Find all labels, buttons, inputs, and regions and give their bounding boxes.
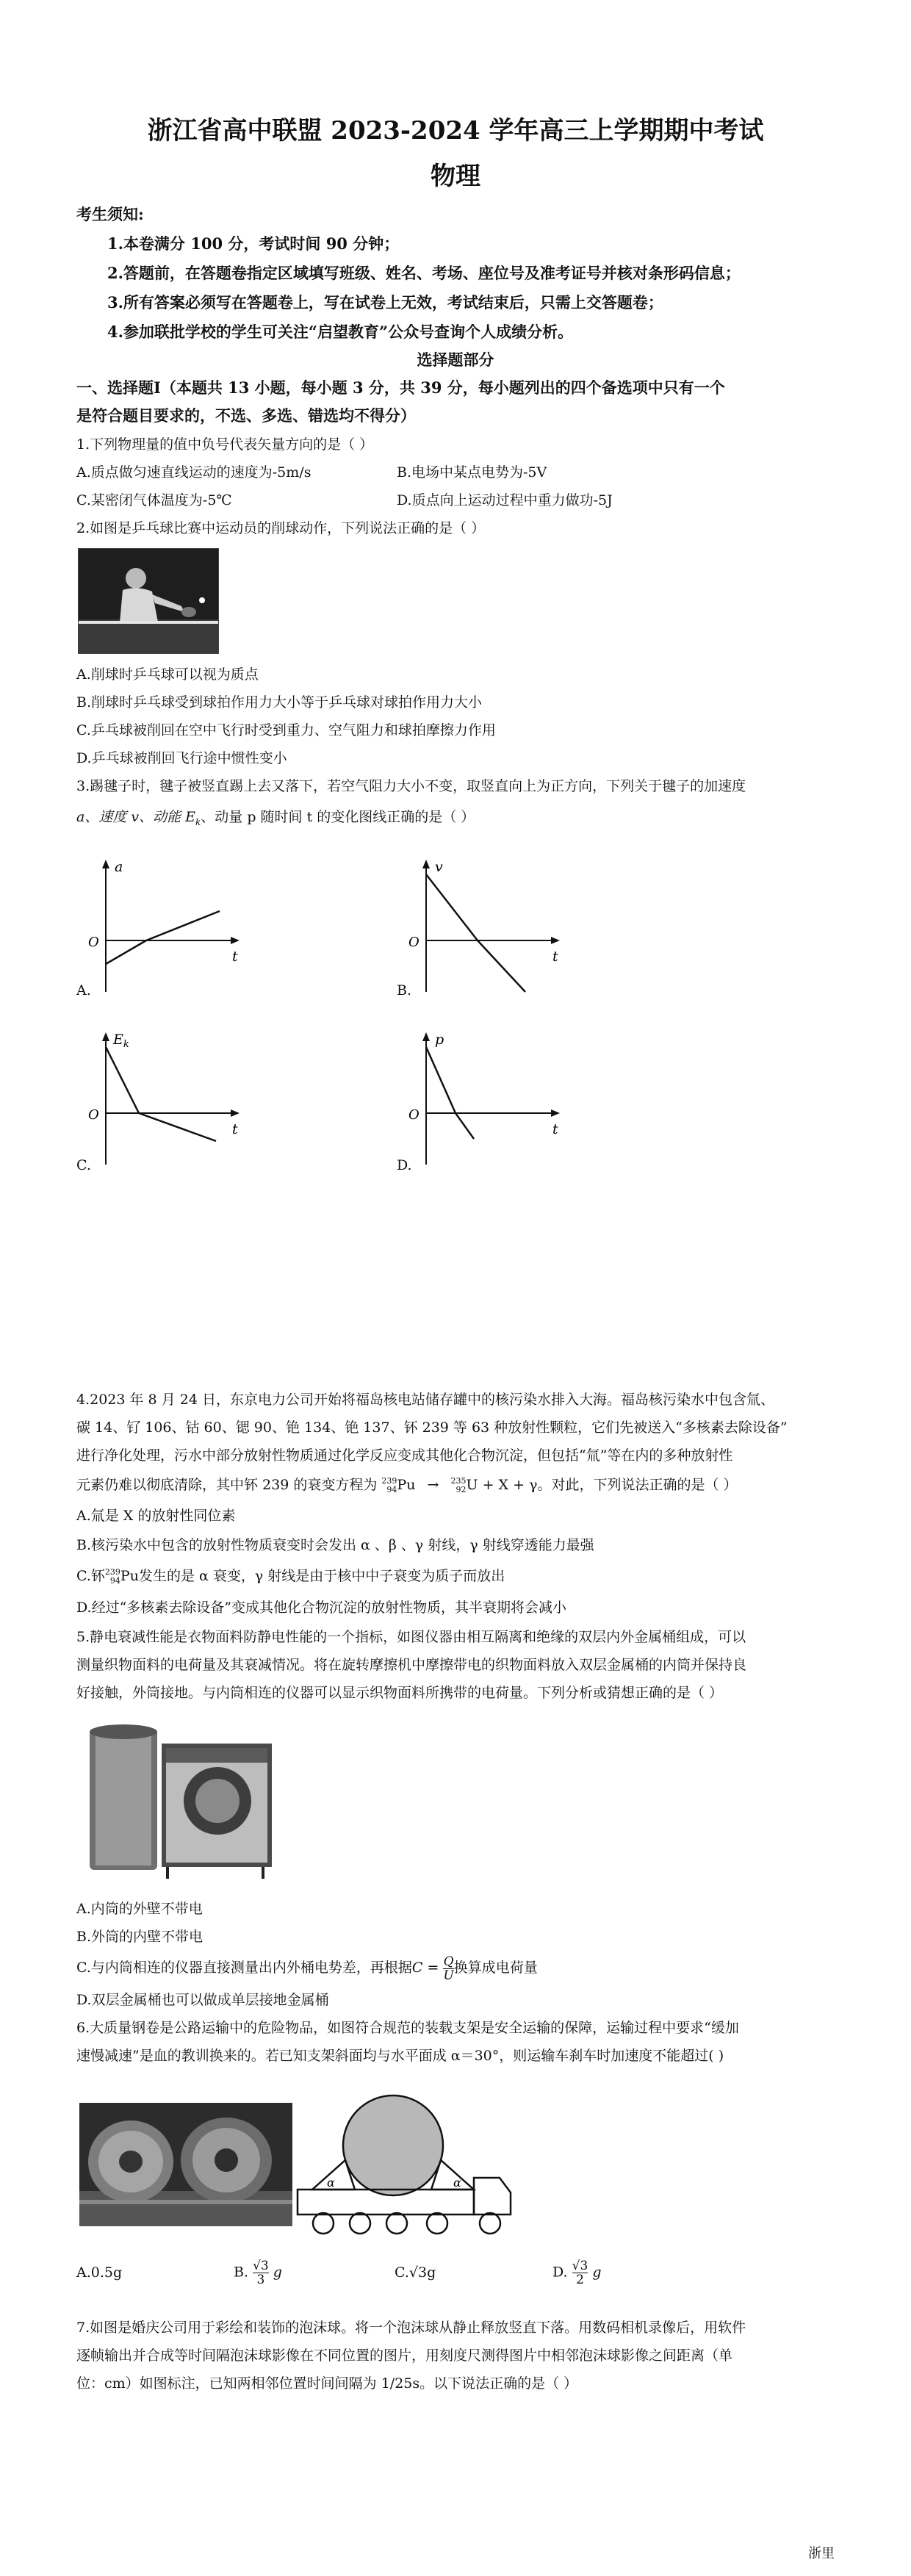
q2-option-c: C.乒乓球被削回在空中飞行时受到重力、空气阻力和球拍摩擦力作用 <box>76 722 496 738</box>
pu-symbol-c: Pu <box>120 1568 139 1584</box>
q4-option-a: A.氚是 X 的放射性同位素 <box>76 1508 236 1524</box>
q1-option-b: B.电场中某点电势为-5V <box>397 464 547 481</box>
notice-item-2: 2.答题前，在答题卷指定区域填写班级、姓名、考场、座位号及准考证号并核对条形码信息； <box>107 264 741 282</box>
pu-mass-c: 239 <box>104 1567 120 1577</box>
q6-option-d <box>552 2259 602 2287</box>
q5-option-a: A.内筒的外壁不带电 <box>76 1901 203 1917</box>
pu-mass: 239 <box>381 1476 397 1486</box>
q3-stem-part1: a、速度 v、动能 E <box>76 809 196 825</box>
q4-line4-end: 。对此，下列说法正确的是（ ） <box>537 1477 738 1493</box>
q3-graph-c <box>76 1025 253 1172</box>
q3-option-b: B. <box>397 982 412 999</box>
q7-line1: 7.如图是婚庆公司用于彩绘和装饰的泡沫球。将一个泡沫球从静止释放竖直下落。用数码相机录像后，用软件 <box>76 2320 746 2336</box>
q1-option-d: D.质点向上运动过程中重力做功-5J <box>397 492 613 508</box>
q4-option-c <box>76 1563 505 1589</box>
q6-line2: 速慢减速”是血的教训换来的。若已知支架斜面均与水平面成 α＝30°，则运输车刹车时加速度不能超过( ) <box>76 2048 724 2064</box>
q4-line3: 进行净化处理，污水中部分放射性物质通过化学反应变成其他化合物沉淀，但包括“氚”等在内的多种放射性 <box>76 1447 733 1464</box>
q2-option-d: D.乒乓球被削回飞行途中惯性变小 <box>76 750 287 766</box>
graph-c-ylabel <box>112 1032 129 1050</box>
graph-d-xlabel: t <box>552 1121 558 1137</box>
q2-option-b: B.削球时乒乓球受到球拍作用力大小等于乒乓球对球拍作用力大小 <box>76 694 483 710</box>
notice-item-3: 3.所有答案必须写在答题卷上，写在试卷上无效，考试结束后，只需上交答题卷； <box>107 293 663 312</box>
q5-option-c <box>76 1954 538 1982</box>
q3-graph-b <box>397 852 573 999</box>
truck-cab <box>474 2178 511 2215</box>
q4-line4-text: 元素仍难以彻底清除，其中钚 239 的衰变方程为 <box>76 1477 378 1493</box>
q3-stem-line1: 3.踢毽子时，毽子被竖直踢上去又落下，若空气阻力大小不变，取竖直向上为正方向，下列关于毽子的加速度 <box>76 778 746 794</box>
q6-option-d-g: g <box>592 2264 602 2281</box>
q3-graph-a <box>76 852 253 999</box>
q3-option-c: C. <box>76 1157 91 1173</box>
graph-b-ylabel: v <box>435 859 443 875</box>
q6-d-den: 2 <box>576 2273 584 2287</box>
q5-frac-den: U <box>443 1968 454 1983</box>
q6-option-b-g: g <box>273 2264 282 2281</box>
q6-option-d-fraction <box>572 2259 588 2287</box>
exam-title: 浙江省高中联盟 2023-2024 学年高三上学期期中考试 <box>147 116 764 145</box>
q5-formula-c: C = <box>411 1960 439 1976</box>
graph-c-origin: O <box>88 1107 99 1123</box>
pu-nuclide-numbers-c <box>105 1568 120 1586</box>
q6-d-num: √3 <box>572 2259 588 2273</box>
graph-a-line-down <box>146 911 220 940</box>
part-title: 选择题部分 <box>417 350 494 369</box>
graph-a-ylabel: a <box>115 859 123 875</box>
q6-option-b <box>234 2259 282 2287</box>
q5-option-c-end: 换算成电荷量 <box>453 1960 538 1976</box>
graph-c-line-down <box>139 1113 216 1141</box>
steel-coil-photo <box>79 2103 292 2226</box>
q2-option-a: A.削球时乒乓球可以视为质点 <box>76 666 259 683</box>
notice-heading: 考生须知: <box>76 205 144 223</box>
q4-line2: 碳 14、钌 106、钴 60、锶 90、铯 134、铯 137、钚 239 等 63 种放射性颗粒，它们先被送入“多核素去除设备” <box>76 1420 788 1436</box>
graph-a-line-up <box>106 940 146 964</box>
q5-frac-num: Q <box>443 1954 454 1969</box>
q1-option-c: C.某密闭气体温度为-5℃ <box>76 492 232 508</box>
q2-stem: 2.如图是乒乓球比赛中运动员的削球动作，下列说法正确的是（ ） <box>76 520 486 536</box>
graph-b-line-down <box>478 940 525 992</box>
q7-line2: 逐帧输出并合成等时间隔泡沫球影像在不同位置的图片，用刻度尺测得图片中相邻泡沫球影像之间距离（单 <box>76 2347 733 2364</box>
q3-stem-part2: 、动量 p 随时间 t 的变化图线正确的是（ ） <box>201 809 475 825</box>
q3-stem-line2 <box>76 804 475 835</box>
pu-symbol: Pu <box>397 1477 416 1493</box>
u-nuclide-numbers <box>451 1477 467 1494</box>
graph-c-ylabel-main: E <box>113 1032 123 1048</box>
q4-option-d: D.经过“多核素去除设备”变成其他化合物沉淀的放射性物质，其半衰期将会减小 <box>76 1600 567 1616</box>
q7-line3: 位：cm）如图标注，已知两相邻位置时间间隔为 1/25s。以下说法正确的是（ ） <box>76 2375 578 2392</box>
graph-d-ylabel: p <box>435 1032 444 1048</box>
q5-option-b: B.外筒的内壁不带电 <box>76 1929 204 1945</box>
truck-coil-diagram <box>290 2087 518 2241</box>
pu-nuclide-numbers <box>381 1477 397 1494</box>
q3-graph-d <box>397 1025 573 1172</box>
steel-coil <box>343 2095 443 2195</box>
graph-d-origin: O <box>408 1107 420 1123</box>
q6-line1: 6.大质量钢卷是公路运输中的危险物品，如图符合规范的装载支架是安全运输的保障，运输过程中要求“缓加 <box>76 2020 739 2036</box>
q6-option-b-label: B. <box>234 2264 249 2281</box>
graph-d-line-down <box>455 1113 474 1139</box>
q4-option-c-text: 发生的是 α 衰变，γ 射线是由于核中中子衰变为质子而放出 <box>138 1568 505 1584</box>
graph-b-line-up <box>426 874 478 940</box>
q5-line1: 5.静电衰减性能是衣物面料防静电性能的一个指标，如图仪器由相互隔离和绝缘的双层内外金属桶组成，可以 <box>76 1629 746 1645</box>
pu-z: 94 <box>386 1485 397 1494</box>
section-heading-line1: 一、选择题Ⅰ（本题共 13 小题，每小题 3 分，共 39 分，每小题列出的四个备选项中只有一个 <box>76 378 725 397</box>
q5-line2: 测量织物面料的电荷量及其衰减情况。将在旋转摩擦机中摩擦带电的织物面料放入双层金属桶的内筒并保持良 <box>76 1657 747 1673</box>
q6-b-den: 3 <box>256 2273 265 2287</box>
table-tennis-photo <box>78 548 219 654</box>
u-mass: 235 <box>450 1476 467 1486</box>
graph-c-line-up <box>106 1047 139 1113</box>
q4-option-b: B.核污染水中包含的放射性物质衰变时会发出 α 、β 、γ 射线，γ 射线穿透能力最强 <box>76 1537 594 1553</box>
u-z: 92 <box>455 1485 467 1494</box>
section-heading-line2: 是符合题目要求的，不选、多选、错选均不得分） <box>76 406 416 425</box>
q3-stem-sub: k <box>195 816 201 827</box>
u-symbol: U + X + γ <box>466 1477 538 1493</box>
notice-item-4: 4.参加联批学校的学生可关注“启望教育”公众号查询个人成绩分析。 <box>107 323 574 341</box>
graph-c-xlabel: t <box>232 1121 238 1137</box>
notice-item-1: 1.本卷满分 100 分，考试时间 90 分钟； <box>107 234 400 253</box>
charge-measuring-device-photo <box>79 1716 281 1885</box>
q5-formula-fraction <box>443 1955 453 1982</box>
q6-option-a: A.0.5g <box>76 2264 123 2281</box>
q4-option-c-label: C.钚 <box>76 1568 105 1584</box>
q6-option-d-label: D. <box>552 2264 568 2281</box>
pu-z-c: 94 <box>109 1576 120 1586</box>
q4-line4 <box>76 1472 737 1498</box>
graph-c-ylabel-sub: k <box>123 1039 129 1050</box>
alpha-left: α <box>327 2176 335 2190</box>
alpha-right: α <box>453 2176 461 2190</box>
graph-b-xlabel: t <box>552 949 558 965</box>
q6-b-num: √3 <box>253 2259 269 2273</box>
decay-arrow: → <box>427 1477 439 1493</box>
exam-subject: 物理 <box>431 162 480 191</box>
page-corner-mark: 浙里 <box>808 2546 835 2561</box>
q1-option-a: A.质点做匀速直线运动的速度为-5m/s <box>76 464 312 481</box>
q4-line1: 4.2023 年 8 月 24 日，东京电力公司开始将福岛核电站储存罐中的核污染水排入大海。福岛核污染水中包含氚、 <box>76 1392 774 1408</box>
q3-option-a: A. <box>76 982 91 999</box>
graph-b-origin: O <box>408 935 420 950</box>
graph-d-line-up <box>426 1047 455 1113</box>
q5-line3: 好接触，外筒接地。与内筒相连的仪器可以显示织物面料所携带的电荷量。下列分析或猜想正确的是（ ） <box>76 1685 724 1701</box>
graph-a-xlabel: t <box>232 949 238 965</box>
graph-a-origin: O <box>88 935 99 950</box>
q5-option-d: D.双层金属桶也可以做成单层接地金属桶 <box>76 1992 329 2008</box>
q5-option-c-text: C.与内筒相连的仪器直接测量出内外桶电势差，再根据 <box>76 1960 412 1976</box>
q1-stem: 1.下列物理量的值中负号代表矢量方向的是（ ） <box>76 436 374 453</box>
q6-option-c: C.√3g <box>395 2264 436 2281</box>
q3-option-d: D. <box>397 1157 412 1173</box>
q6-option-b-fraction <box>253 2259 269 2287</box>
